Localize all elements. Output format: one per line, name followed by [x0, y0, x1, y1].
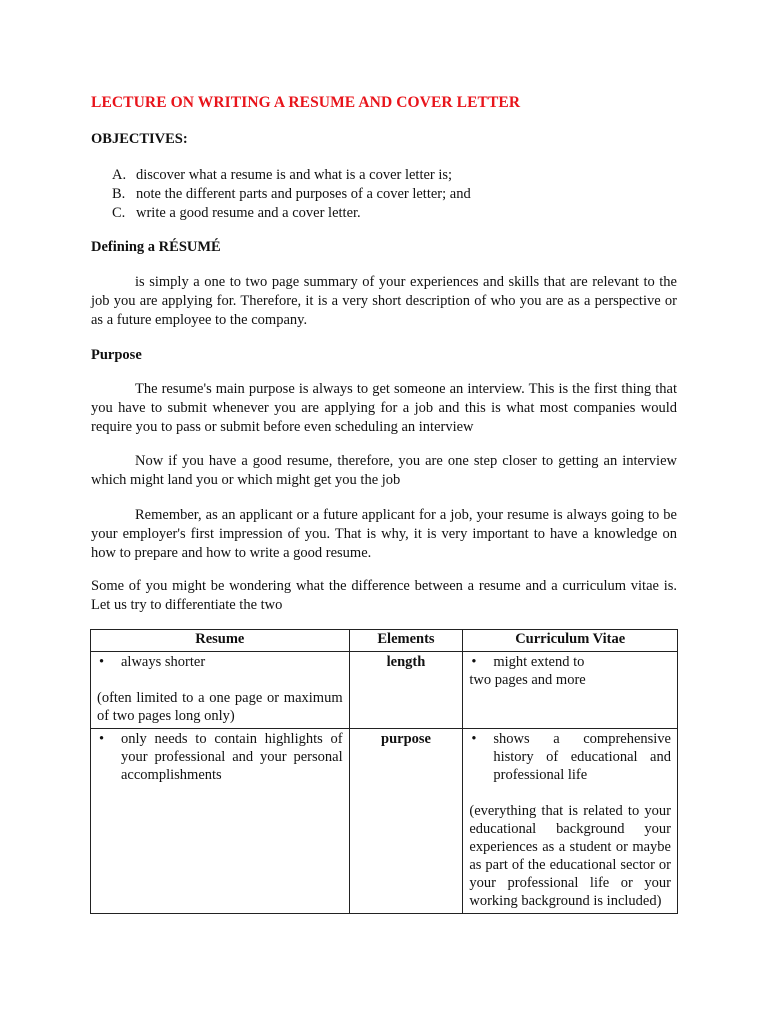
objectives-heading: OBJECTIVES: [91, 131, 188, 147]
bullet-icon: • [99, 654, 105, 670]
objective-letter: C. [112, 205, 126, 221]
bullet-icon: • [471, 654, 477, 670]
cell-note: (everything that is related to your educational background your experiences as a student or maybe as part of the educational sector or your professional life or your working background is included) [469, 803, 671, 909]
purpose-heading: Purpose [91, 347, 142, 363]
resume-cell [91, 652, 350, 729]
cv-cell [463, 729, 678, 914]
objective-text: discover what a resume is and what is a cover letter is; [136, 167, 453, 183]
element-cell: purpose [349, 729, 463, 914]
purpose-paragraph: The resume's main purpose is always to get someone an interview. This is the first thing that you have to submit whenever you are applying for a job and this is what most companies would require you to pass or submit before even scheduling an interview [91, 381, 677, 435]
table-header-row [91, 630, 678, 652]
bullet-item [97, 730, 343, 784]
bullet-text: always shorter [121, 654, 206, 670]
defining-resume-paragraph: is simply a one to two page summary of your experiences and skills that are relevant to the job you are applying for. Therefore, it is a very short description of who you are as a perspective or as a future employee to the company. [91, 274, 677, 328]
objective-text: write a good resume and a cover letter. [136, 205, 361, 221]
bullet-icon: • [99, 731, 105, 747]
bullet-icon: • [471, 731, 477, 747]
header-curriculum-vitae: Curriculum Vitae [463, 630, 678, 652]
resume-vs-cv-table [90, 629, 678, 914]
purpose-paragraph: Now if you have a good resume, therefore, you are one step closer to getting an interview which might land you or which might get you the job [91, 453, 677, 488]
header-elements: Elements [349, 630, 463, 652]
objective-letter: A. [112, 167, 127, 183]
objectives-list [112, 166, 471, 223]
bullet-item [469, 653, 671, 671]
document-title: LECTURE ON WRITING A RESUME AND COVER LETTER [91, 94, 521, 111]
objective-item [112, 204, 471, 223]
bullet-item [469, 730, 671, 784]
table-row [91, 652, 678, 729]
cv-cell [463, 652, 678, 729]
bullet-text: might extend to [493, 654, 585, 670]
table-row [91, 729, 678, 914]
difference-intro-paragraph: Some of you might be wondering what the difference between a resume and a curriculum vitae is. Let us try to differentiate the two [91, 578, 677, 613]
resume-cell [91, 729, 350, 914]
cell-note: (often limited to a one page or maximum of two pages long only) [97, 690, 343, 724]
cell-note: two pages and more [469, 672, 586, 688]
bullet-text: shows a comprehensive history of educational and professional life [493, 731, 671, 783]
bullet-text: only needs to contain highlights of your professional and your personal accomplishments [121, 731, 343, 783]
element-cell: length [349, 652, 463, 729]
objective-text: note the different parts and purposes of a cover letter; and [136, 186, 471, 202]
objective-letter: B. [112, 186, 126, 202]
objective-item [112, 185, 471, 204]
defining-resume-heading: Defining a RÉSUMÉ [91, 239, 221, 255]
purpose-paragraph: Remember, as an applicant or a future applicant for a job, your resume is always going to be your employer's first impression of you. That is why, it is very important to have a knowledge on how to prepare and how to write a good resume. [91, 507, 677, 561]
objective-item [112, 166, 471, 185]
header-resume: Resume [91, 630, 350, 652]
bullet-item [97, 653, 343, 671]
